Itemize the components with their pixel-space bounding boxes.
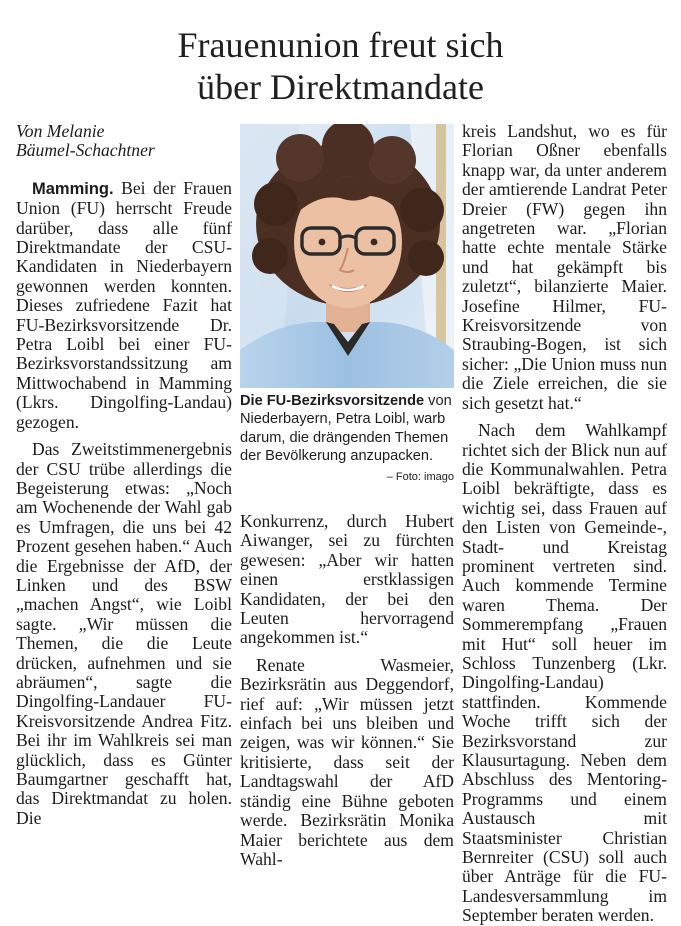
byline bbox=[16, 122, 232, 161]
caption-text: von Niederbayern, Petra Loibl, warb darum, die drängenden Themen der Bevölkerung anzupacken. bbox=[240, 393, 452, 465]
paragraph-1 bbox=[16, 179, 232, 432]
article-column-2 bbox=[240, 512, 454, 869]
paragraph-3-continued: kreis Landshut, wo es für Florian Oßner ebenfalls knapp war, da unter anderem der amtierende Landrat Peter Dreier (FW) gegen ihn angetreten war. „Florian hatte echte mentale Stärke und hat gekämpft bis zuletzt“, bilanzierte Maier. Josefine Hilmer, FU-Kreisvorsitzende von Straubing-Bogen, ist sich sicher: „Die Union muss nun die Ziele erreichen, die sie sich gesetzt hat.“ bbox=[462, 121, 667, 413]
paragraph-2-continued: Konkurrenz, durch Hubert Aiwanger, sei zu fürchten gewesen: „Aber wir hatten einen erstklassigen Kandidaten, der bei den Leuten hervorragend angekommen ist.“ bbox=[240, 511, 454, 648]
dateline: Mamming. bbox=[32, 179, 114, 198]
portrait-photo bbox=[240, 124, 454, 388]
paragraph-4: Nach dem Wahlkampf richtet sich der Blick nun auf die Kommunalwahlen. Petra Loibl bekräftigte, dass es wichtig sei, dass Frauen auf den Listen von Gemeinde-, Stadt- und Kreistag prominent vertreten sind. Auch kommende Termine waren Thema. Der Sommerempfang „Frauen mit Hut“ soll heuer im Schloss Tunzenberg (Lkr. Dingolfing-Landau) stattfinden. Kommende Woche trifft sich der Bezirksvorstand zur Klausurtagung. Neben dem Abschluss des Mentoring-Programms und einem Austausch mit Staatsminister Christian Bernreiter (CSU) soll auch über Anträge für die FU-Landesversammlung im September beraten werden. bbox=[462, 420, 667, 926]
article-column-1 bbox=[16, 122, 232, 828]
photo-credit: – Foto: imago bbox=[386, 470, 454, 483]
paragraph-3: Renate Wasmeier, Bezirksrätin aus Deggendorf, rief auf: „Wir müssen jetzt einfach bei uns bleiben und zeigen, was wir können.“ Sie kritisierte, dass seit der Landtagswahl der AfD ständig eine Bühne geboten werde. Bezirksrätin Monika Maier berichtete aus dem Wahl- bbox=[240, 654, 454, 869]
byline-line-1: Von Melanie bbox=[16, 121, 105, 141]
paragraph-1-text: Bei der Frauen Union (FU) herrscht Freude darüber, dass alle fünf Direktmandate der CSU-Kandidaten in Niederbayern gewonnen werden konnten. Dieses zufriedene Fazit hat FU-Bezirksvorsitzende Dr. Petra Loibl bei einer FU-Bezirksvorstandssitzung am Mittwochabend in Mamming (Lkrs. Dingolfing-Landau) gezogen. bbox=[16, 177, 232, 432]
headline-line-2: über Direktmandate bbox=[197, 67, 484, 107]
caption-bold: Die FU-Bezirksvorsitzende bbox=[240, 393, 425, 409]
headline-line-1: Frauenunion freut sich bbox=[177, 25, 504, 65]
byline-line-2: Bäumel-Schachtner bbox=[16, 140, 155, 161]
portrait-illustration bbox=[240, 124, 454, 388]
article-column-3 bbox=[462, 122, 667, 926]
article-headline bbox=[0, 24, 681, 108]
paragraph-2: Das Zweitstimmenergebnis der CSU trübe allerdings die Begeisterung etwas: „Noch am Wochenende der Wahl gab es Umfragen, die uns bei 42 Prozent gesehen haben.“ Auch die Ergebnisse der AfD, der Linken und des BSW „machen Angst“, wie Loibl sagte. „Wir müssen die Themen, die die Leute drücken, aufnehmen und sie abräumen“, sagte die Dingolfing-Landauer FU-Kreisvorsitzende Andrea Fitz. Bei ihr im Wahlkreis sei man glücklich, dass es Günter Baumgartner geschafft hat, das Direktmandat zu holen. Die bbox=[16, 439, 232, 828]
photo-caption bbox=[240, 392, 454, 486]
